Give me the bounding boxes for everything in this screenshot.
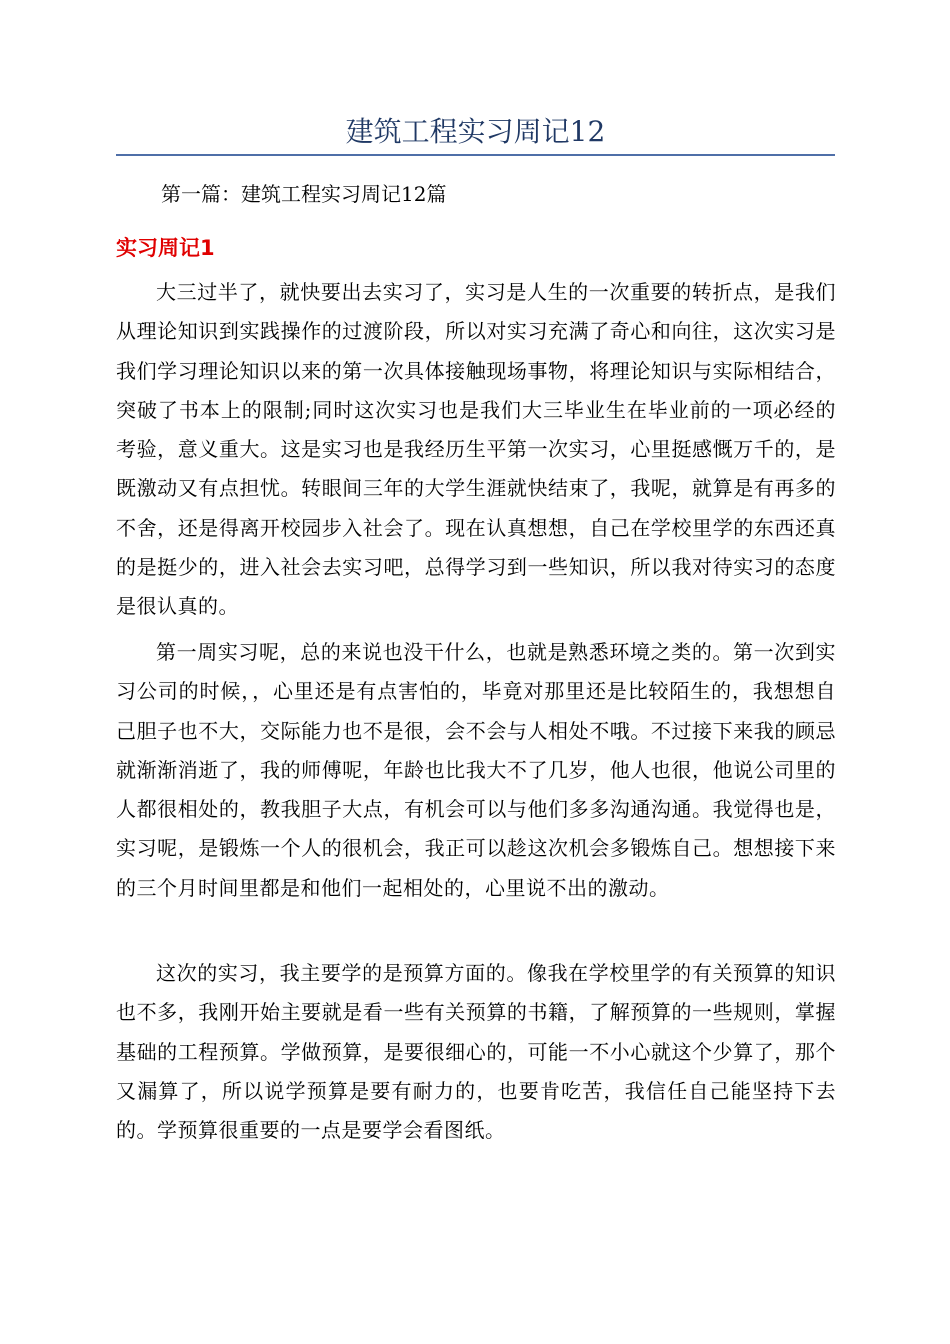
document-subtitle: 第一篇：建筑工程实习周记12篇 — [161, 182, 447, 206]
document-title: 建筑工程实习周记12 — [345, 115, 606, 148]
body-paragraph-2: 第一周实习呢，总的来说也没干什么，也就是熟悉环境之类的。第一次到实习公司的时候，，心里还是有点害怕的，毕竟对那里还是比较陌生的，我想想自己胆子也不大，交际能力也不是很，会不会与人相处不哦。不过接下来我的顾忌就渐渐消逝了，我的师傅呢，年龄也比我大不了几岁，他人也很，他说公司里的人都很相处的，教我胆子大点，有机会可以与他们多多沟通沟通。我觉得也是，实习呢，是锻炼一个人的很机会，我正可以趁这次机会多锻炼自己。想想接下来的三个月时间里都是和他们一起相处的，心里说不出的激动。 — [116, 640, 836, 900]
body-paragraph-1: 大三过半了，就快要出去实习了，实习是人生的一次重要的转折点，是我们从理论知识到实践操作的过渡阶段，所以对实习充满了奇心和向往，这次实习是我们学习理论知识以来的第一次具体接触现场事物，将理论知识与实际相结合，突破了书本上的限制;同时这次实习也是我们大三毕业生在毕业前的一项必经的考验，意义重大。这是实习也是我经历生平第一次实习，心里挺感慨万千的，是既激动又有点担忧。转眼间三年的大学生涯就快结束了，我呢，就算是有再多的不舍，还是得离开校园步入社会了。现在认真想想，自己在学校里学的东西还真的是挺少的，进入社会去实习吧，总得学习到一些知识，所以我对待实习的态度是很认真的。 — [116, 280, 836, 619]
body-paragraph-3: 这次的实习，我主要学的是预算方面的。像我在学校里学的有关预算的知识也不多，我刚开始主要就是看一些有关预算的书籍，了解预算的一些规则，掌握基础的工程预算。学做预算，是要很细心的，可能一不小心就这个少算了，那个又漏算了，所以说学预算是要有耐力的，也要肯吃苦，我信任自己能坚持下去的。学预算很重要的一点是要学会看图纸。 — [116, 961, 836, 1143]
section-heading: 实习周记1 — [116, 236, 215, 260]
title-underline — [116, 154, 835, 156]
